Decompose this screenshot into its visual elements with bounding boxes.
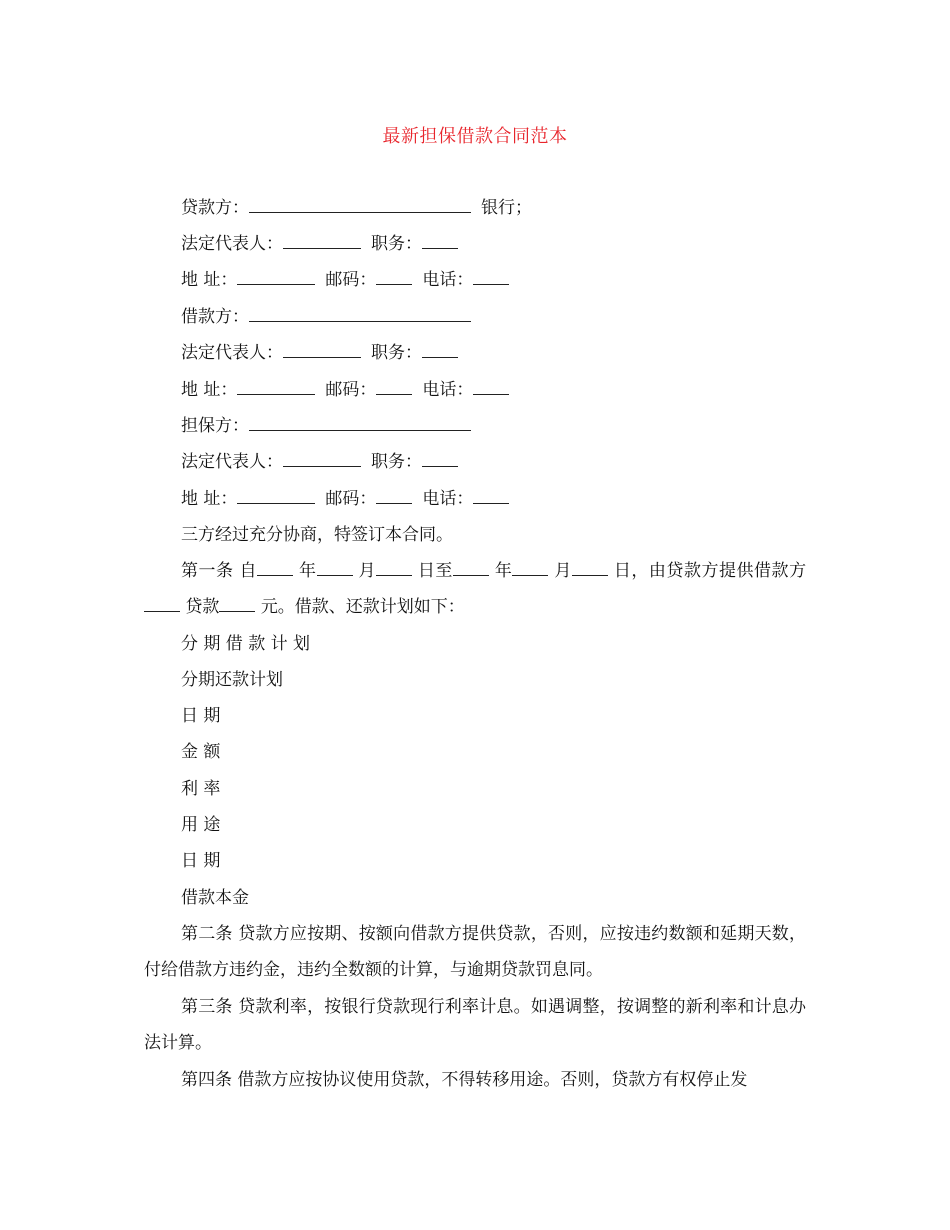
guarantor-duty-blank — [422, 450, 458, 467]
end-year-blank — [453, 559, 489, 576]
lender-zip-blank — [376, 268, 412, 285]
borrower-blank — [144, 595, 180, 612]
borrower-rep-label: 法定代表人： — [181, 343, 283, 363]
borrower-label: 借款方： — [181, 307, 249, 327]
guarantor-zip-blank — [376, 487, 412, 504]
guarantor-rep-blank — [283, 450, 361, 467]
year-label-2: 年 — [494, 561, 513, 581]
lender-addr-label: 地 址： — [181, 270, 238, 290]
start-day-blank — [376, 559, 412, 576]
guarantor-tel-blank — [473, 487, 509, 504]
lender-duty-blank — [422, 232, 458, 249]
borrower-tel-blank — [473, 378, 509, 395]
borrower-zip-label: 邮码： — [325, 380, 377, 400]
intro-text: 三方经过充分协商，特签订本合同。 — [181, 525, 453, 545]
borrower-tel-label: 电话： — [422, 380, 474, 400]
plan-item: 金 额 — [181, 742, 221, 762]
document-title: 最新担保借款合同范本 — [382, 126, 568, 147]
lender-zip-label: 邮码： — [325, 270, 377, 290]
borrower-addr-label: 地 址： — [181, 380, 238, 400]
lender-rep-line — [181, 232, 458, 256]
article-1 — [144, 553, 806, 625]
start-month-blank — [317, 559, 353, 576]
borrower-name-blank — [249, 305, 471, 322]
day-end-label: 日，由贷款方提供借款方 — [613, 561, 807, 581]
plan-item: 分期还款计划 — [181, 670, 283, 690]
borrower-rep-blank — [283, 341, 361, 358]
guarantor-rep-line — [181, 450, 458, 474]
guarantor-addr-line — [181, 487, 509, 511]
borrower-zip-blank — [376, 378, 412, 395]
guarantor-label: 担保方： — [181, 416, 249, 436]
borrower-rep-line — [181, 341, 458, 365]
day-to-label: 日至 — [417, 561, 453, 581]
guarantor-duty-label: 职务： — [371, 452, 422, 472]
guarantor-addr-label: 地 址： — [181, 489, 238, 509]
lender-addr-blank — [237, 268, 315, 285]
plan-item: 分 期 借 款 计 划 — [181, 634, 311, 654]
lender-duty-label: 职务： — [371, 234, 422, 254]
lender-line — [181, 196, 532, 220]
lender-label: 贷款方： — [181, 198, 249, 218]
guarantor-addr-blank — [237, 487, 315, 504]
amount-blank — [219, 595, 255, 612]
unit-label: 元。借款、还款计划如下： — [260, 597, 465, 617]
article-1-start: 第一条 自 — [181, 561, 258, 581]
article-2: 第二条 贷款方应按期、按额向借款方提供贷款，否则，应按违约数额和延期天数，付给借款方违约金，违约全数额的计算，与逾期贷款罚息同。 — [144, 924, 806, 980]
lender-tel-label: 电话： — [422, 270, 474, 290]
month-label: 月 — [358, 561, 376, 581]
month-label-2: 月 — [554, 561, 572, 581]
lender-rep-label: 法定代表人： — [181, 234, 283, 254]
guarantor-line — [181, 414, 471, 438]
start-year-blank — [257, 559, 293, 576]
loan-label: 贷款 — [185, 597, 220, 617]
plan-item: 日 期 — [181, 851, 221, 871]
lender-suffix: 银行； — [481, 198, 532, 218]
year-label: 年 — [298, 561, 317, 581]
article-4: 第四条 借款方应按协议使用贷款，不得转移用途。否则，贷款方有权停止发 — [181, 1070, 748, 1090]
guarantor-rep-label: 法定代表人： — [181, 452, 283, 472]
borrower-addr-blank — [237, 378, 315, 395]
article-3: 第三条 贷款利率，按银行贷款现行利率计息。如遇调整，按调整的新利率和计息办法计算。 — [144, 997, 806, 1053]
borrower-duty-label: 职务： — [371, 343, 422, 363]
plan-item: 借款本金 — [181, 888, 249, 908]
lender-rep-blank — [283, 232, 361, 249]
guarantor-tel-label: 电话： — [422, 489, 474, 509]
end-month-blank — [512, 559, 548, 576]
guarantor-zip-label: 邮码： — [325, 489, 377, 509]
plan-item: 用 途 — [181, 815, 221, 835]
borrower-line — [181, 305, 471, 329]
borrower-duty-blank — [422, 341, 458, 358]
end-day-blank — [572, 559, 608, 576]
lender-tel-blank — [473, 268, 509, 285]
lender-name-blank — [249, 196, 471, 213]
guarantor-name-blank — [249, 414, 471, 431]
borrower-addr-line — [181, 378, 509, 402]
lender-addr-line — [181, 268, 509, 292]
plan-item: 利 率 — [181, 779, 221, 799]
plan-item: 日 期 — [181, 706, 221, 726]
